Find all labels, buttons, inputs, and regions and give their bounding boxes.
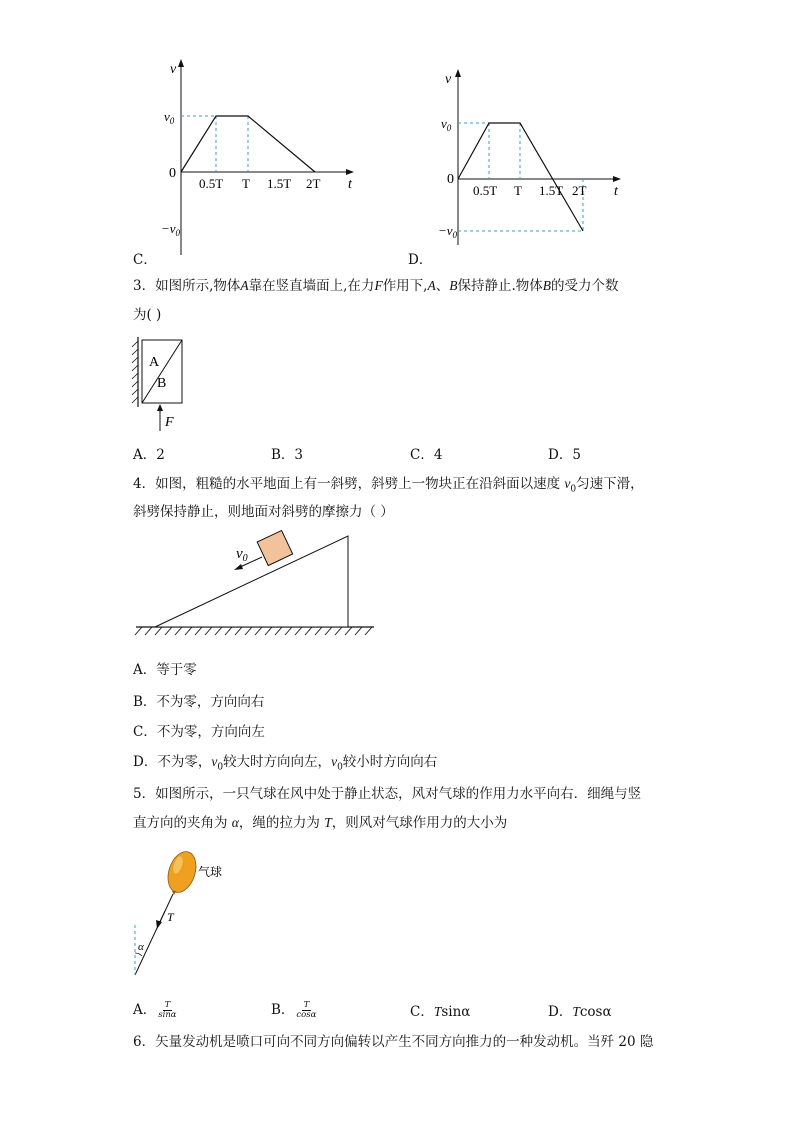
q5-option-b: B． $\frac{T}{\cos\alpha}$: [271, 999, 317, 1020]
tick-t: T: [514, 183, 522, 198]
t-axis-arrow: [613, 176, 621, 182]
q4-option-c: C．不为零，方向向左: [133, 724, 265, 740]
fraction-b: $\frac{T}{\cos\alpha}$: [296, 999, 317, 1020]
tick-half-t: 0.5T: [473, 183, 498, 198]
graph-c: [150, 55, 370, 265]
velocity-arrow-head: [234, 564, 243, 570]
origin-label: 0: [447, 172, 454, 187]
block-b-label: B: [157, 376, 167, 391]
neg-v0-label: $-v_0$: [161, 221, 181, 238]
q5-option-d: D．Tcosα: [548, 1004, 612, 1020]
q5-option-a: A． $\frac{T}{\sin\alpha}$: [133, 999, 177, 1020]
q5-line1: 5．如图所示，一只气球在风中处于静止状态，风对气球的作用力水平向右．细绳与竖: [133, 786, 642, 802]
v0-label: $v_0$: [441, 116, 452, 133]
tick-2t: 2T: [572, 183, 587, 198]
force-arrow-head: [157, 404, 163, 411]
tick-1-5t: 1.5T: [539, 183, 564, 198]
origin-label: 0: [169, 166, 176, 181]
sliding-block: [257, 531, 293, 566]
wedge: [155, 536, 348, 627]
q6-line1: 6．矢量发动机是喷口可向不同方向偏转以产生不同方向推力的一种发动机。当歼 20 隐: [133, 1034, 654, 1050]
q3-option-d: D．5: [548, 447, 581, 463]
q3-line1: 3．如图所示,物体A靠在竖直墙面上,在力F作用下,A、B保持静止.物体B的受力个数: [133, 278, 619, 294]
v-axis-label: v: [170, 62, 177, 77]
v-axis-arrow: [178, 59, 184, 67]
balloon-label: 气球: [198, 865, 223, 879]
option-c-label: C．: [133, 252, 157, 268]
graph-d: [425, 65, 645, 250]
tick-t: T: [242, 176, 250, 191]
q4-line2: 斜劈保持静止，则地面对斜劈的摩擦力（ ）: [133, 504, 394, 520]
neg-v0-label: $-v_0$: [438, 223, 458, 240]
q5-line2: 直方向的夹角为 α，绳的拉力为 T，则风对气球作用力的大小为: [133, 815, 508, 831]
q4-line1: 4．如图，粗糙的水平地面上有一斜劈，斜劈上一物块正在沿斜面以速度 $v_0$匀速下滑，: [133, 476, 644, 495]
wall-hatch: [132, 341, 138, 403]
option-d-label: D．: [408, 252, 433, 268]
t-axis-arrow: [346, 169, 354, 175]
q4-option-b: B．不为零，方向向右: [133, 694, 265, 710]
balloon: [163, 848, 201, 896]
q4-option-a: A．等于零: [133, 662, 197, 678]
tick-2t: 2T: [306, 176, 321, 191]
string: [135, 894, 173, 975]
q5-option-c: C．Tsinα: [410, 1004, 471, 1020]
q3-option-a: A．2: [133, 447, 165, 463]
tick-1-5t: 1.5T: [267, 176, 292, 191]
alpha-label: α: [138, 941, 144, 953]
angle-arc: [135, 953, 142, 956]
tick-half-t: 0.5T: [199, 176, 224, 191]
q3-figure: [122, 335, 192, 435]
t-axis-label: t: [614, 184, 618, 199]
velocity-label: $v_0$: [236, 546, 248, 564]
v-axis-label: v: [445, 72, 452, 87]
force-f-label: F: [165, 415, 174, 430]
fraction-a: $\frac{T}{\sin\alpha}$: [158, 999, 177, 1020]
q4-option-d: D．不为零，$v_0$较大时方向向左，$v_0$较小时方向向右: [133, 754, 438, 773]
tension-label: T: [167, 910, 174, 924]
q5-figure: [128, 845, 248, 980]
block-diagonal: [142, 340, 182, 403]
t-axis-label: t: [348, 177, 352, 192]
block-a-label: A: [149, 355, 160, 370]
q3-option-c: C．4: [410, 447, 443, 463]
q3-line2: 为( ): [133, 307, 162, 323]
v-axis-arrow: [455, 69, 461, 77]
ground-hatch: [135, 627, 372, 635]
v0-label: $v_0$: [164, 109, 175, 126]
tension-arrow-head: [156, 920, 162, 929]
q4-figure: [130, 528, 380, 643]
q3-option-b: B．3: [271, 447, 304, 463]
